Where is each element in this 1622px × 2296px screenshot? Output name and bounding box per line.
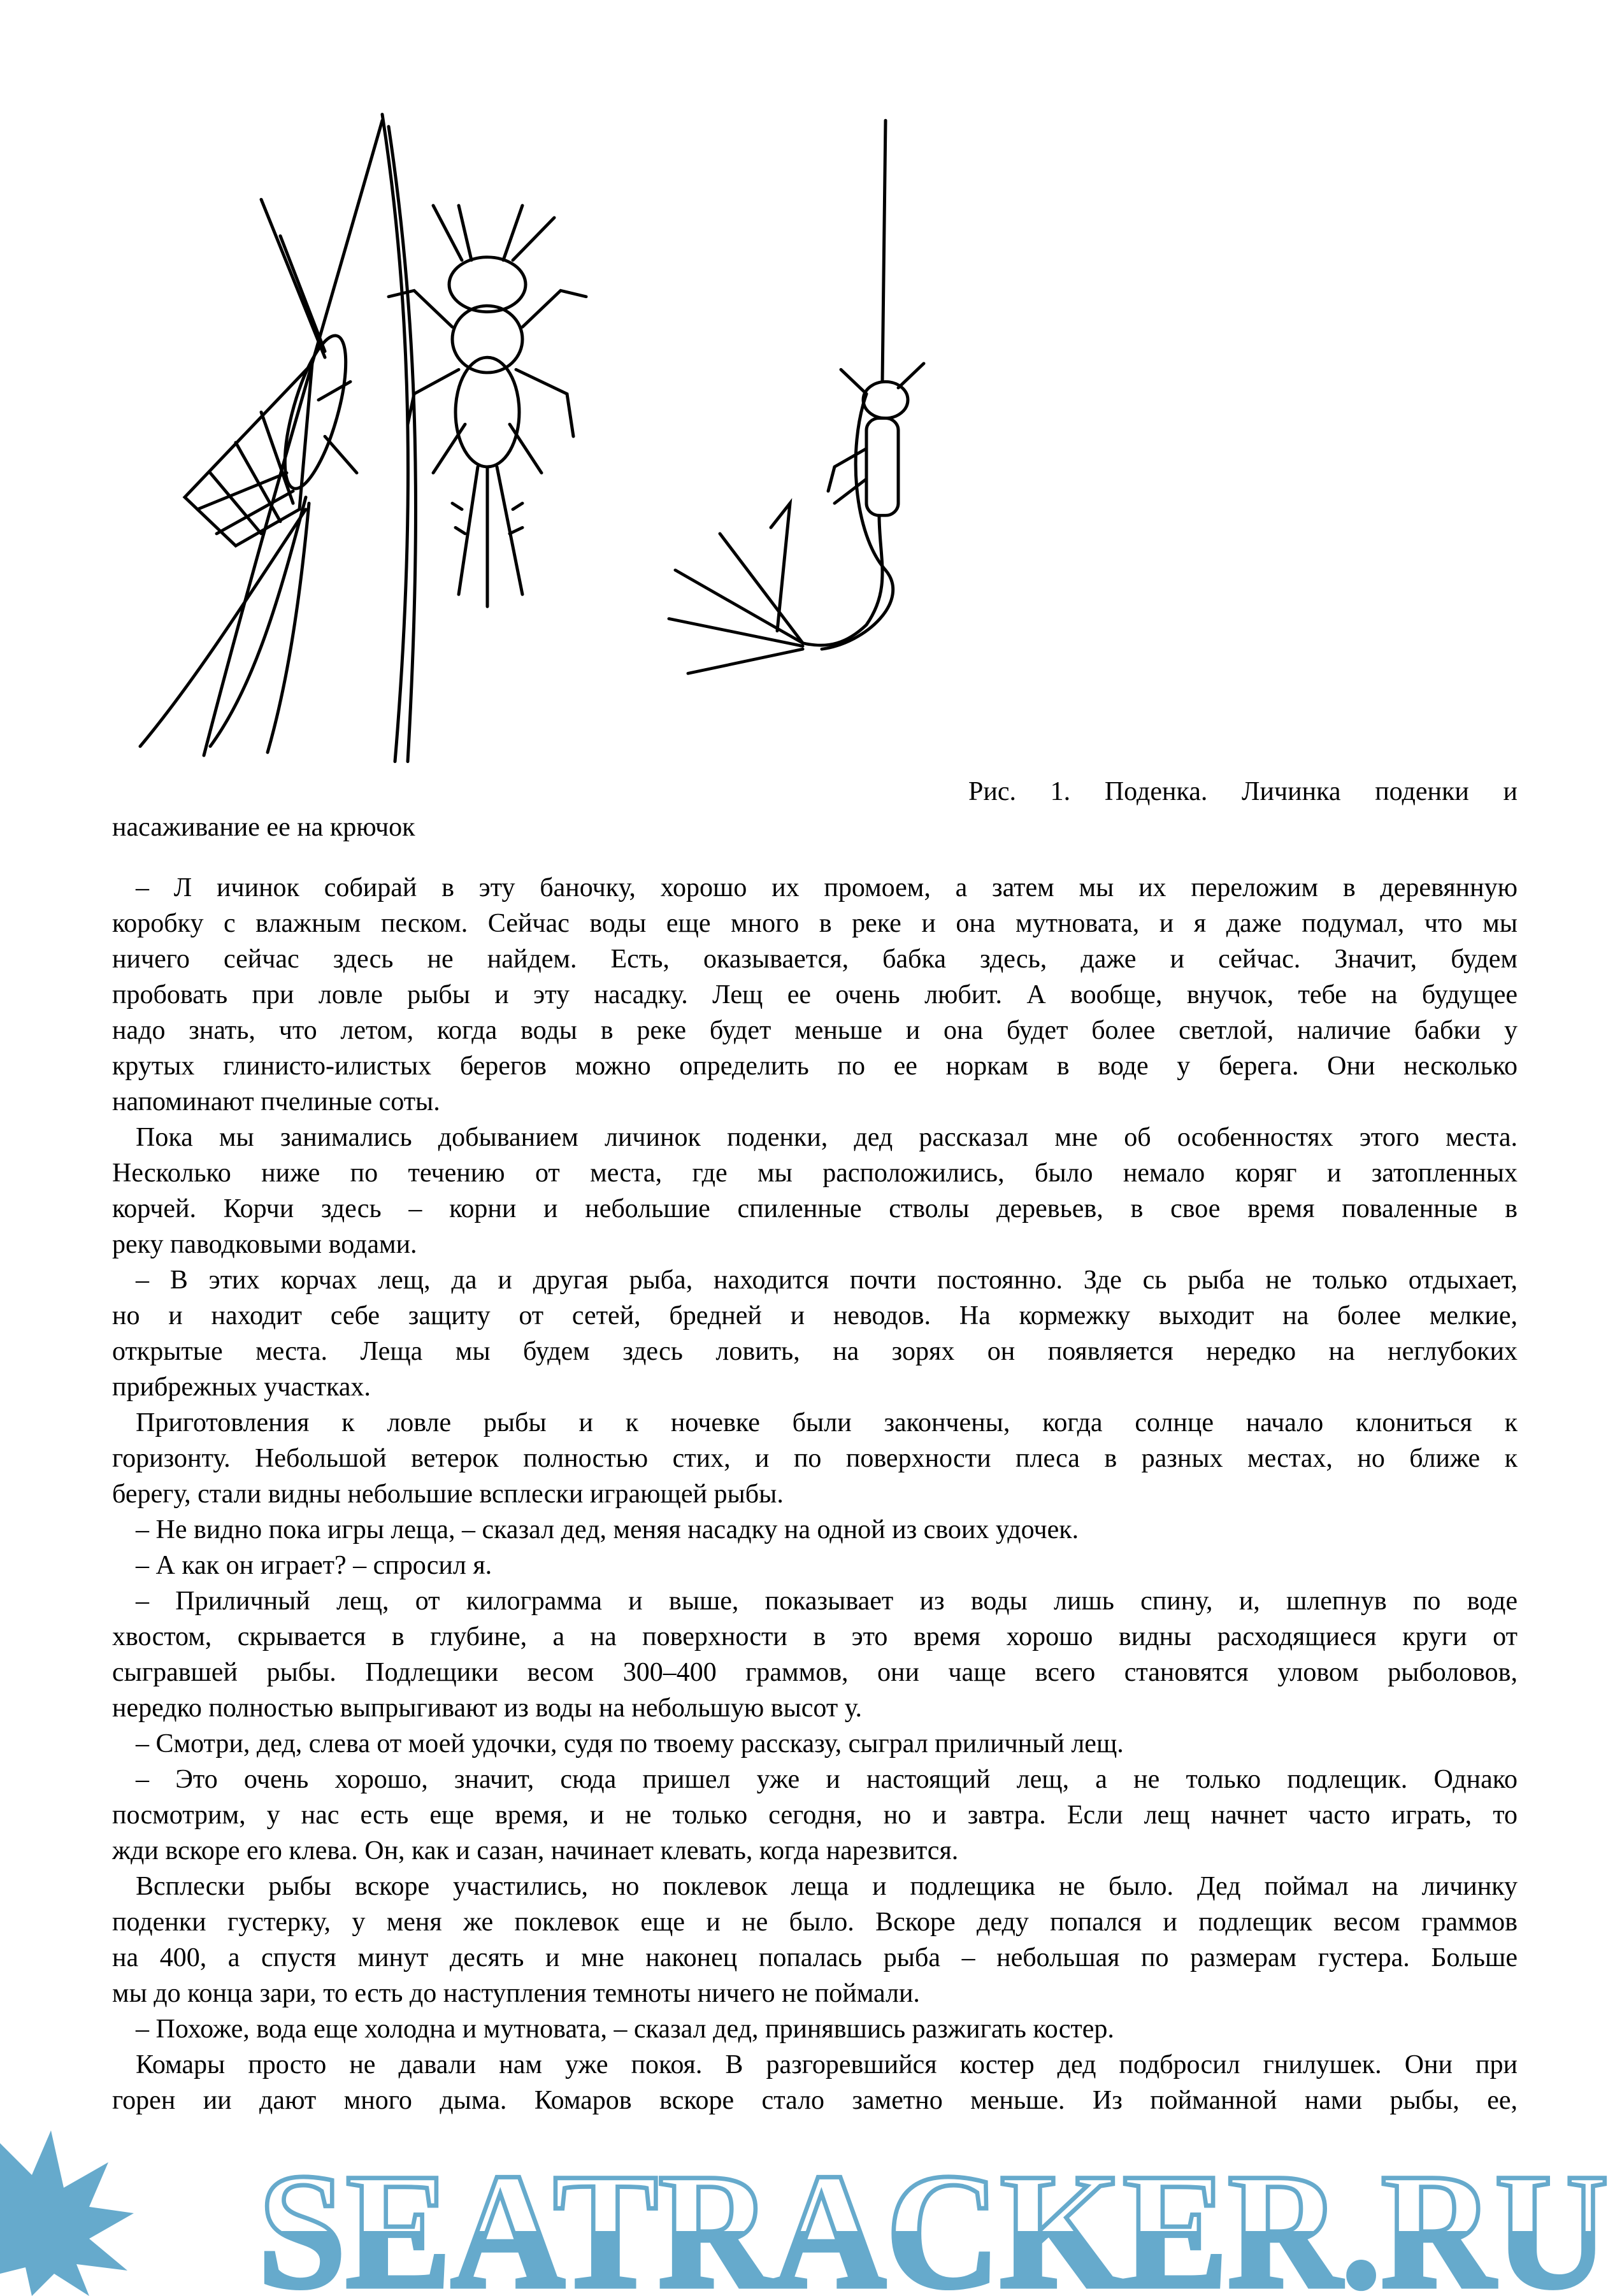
- text-line: нередко полностью выпрыгивают из воды на небольшую высот у.: [112, 1693, 862, 1723]
- text-line: коробку с влажным песком. Сейчас воды еще много в реке и она мутновата, и я даже подумал, что мы: [112, 909, 1518, 938]
- larva-on-hook-drawing: [669, 120, 924, 673]
- text-line: жди вскоре его клева. Он, как и сазан, начинает клевать, когда нарезвится.: [112, 1836, 959, 1865]
- text-line: прибрежных участках.: [112, 1373, 371, 1402]
- text-line: берегу, стали видны небольшие всплески играющей рыбы.: [112, 1480, 784, 1509]
- figure-caption-line1: Рис. 1. Поденка. Личинка поденки и: [968, 777, 1518, 806]
- text-line: – Приличный лещ, от килограмма и выше, показывает из воды лишь спину, и, шлепнув по воде: [136, 1587, 1518, 1616]
- story-text: [112, 870, 1518, 2118]
- text-line: но и находит себе защиту от сетей, бредней и неводов. На кормежку выходит на более мелкие,: [112, 1301, 1518, 1330]
- text-line: хвостом, скрывается в глубине, а на поверхности в это время хорошо видны расходящиеся круги от: [112, 1622, 1518, 1651]
- starburst-icon: [0, 2130, 134, 2296]
- text-line: – Не видно пока игры леща, – сказал дед, меняя насадку на одной из своих удочек.: [136, 1515, 1079, 1544]
- figure-caption-line2: насаживание ее на крючок: [112, 813, 415, 842]
- text-line: надо знать, что летом, когда воды в реке будет меньше и она будет более светлой, наличие бабки у: [112, 1016, 1518, 1045]
- text-line: Комары просто не давали нам уже покоя. В разгоревшийся костер дед подбросил гнилушек. Они при: [136, 2050, 1518, 2079]
- text-line: открытые места. Леща мы будем здесь ловить, на зорях он появляется нередко на неглубоких: [112, 1337, 1518, 1366]
- text-line: Всплески рыбы вскоре участились, но поклевок леща и подлещика не было. Дед поймал на личинку: [136, 1872, 1518, 1901]
- text-line: горизонту. Небольшой ветерок полностью стих, и по поверхности плеса в разных местах, но ближе к: [112, 1444, 1518, 1473]
- text-line: – В этих корчах лещ, да и другая рыба, находится почти постоянно. Зде сь рыба не только отдыхает,: [136, 1266, 1518, 1295]
- text-line: мы до конца зари, то есть до наступления темноты ничего не поймали.: [112, 1979, 920, 2008]
- seatracker-watermark: [0, 2130, 1622, 2296]
- watermark-text: SEATRACKER.RU: [258, 2139, 1609, 2296]
- text-line: – А как он играет? – спросил я.: [136, 1551, 492, 1580]
- text-line: горен ии дают много дыма. Комаров вскоре стало заметно меньше. Из пойманной нами рыбы, ее,: [112, 2086, 1518, 2115]
- text-line: – Похоже, вода еще холодна и мутновата, – сказал дед, принявшись разжигать костер.: [136, 2014, 1114, 2044]
- text-line: – Л ичинок собирай в эту баночку, хорошо их промоем, а затем мы их переложим в деревянную: [136, 873, 1518, 902]
- text-line: напоминают пчелиные соты.: [112, 1087, 440, 1116]
- text-line: ничего сейчас здесь не найдем. Есть, оказывается, бабка здесь, даже и сейчас. Значит, будем: [112, 945, 1518, 974]
- text-line: пробовать при ловле рыбы и эту насадку. Лещ ее очень любит. А вообще, внучок, тебе на будущее: [112, 980, 1518, 1009]
- mayfly-illustration: [115, 108, 956, 771]
- text-line: Несколько ниже по течению от места, где мы расположились, было немало коряг и затопленных: [112, 1159, 1518, 1188]
- larva-drawing: [389, 206, 586, 607]
- text-line: на 400, а спустя минут десять и мне наконец попалась рыба – небольшая по размерам густера. Больше: [112, 1943, 1518, 1972]
- text-line: – Это очень хорошо, значит, сюда пришел уже и настоящий лещ, а не только подлещик. Однако: [136, 1765, 1518, 1794]
- text-line: посмотрим, у нас есть еще время, и не только сегодня, но и завтра. Если лещ начнет часто играть, то: [112, 1800, 1518, 1830]
- text-line: – Смотри, дед, слева от моей удочки, судя по твоему рассказу, сыграл приличный лещ.: [136, 1729, 1124, 1758]
- adult-mayfly-drawing: [140, 115, 415, 762]
- text-line: крутых глинисто-илистых берегов можно определить по ее норкам в воде у берега. Они несколько: [112, 1052, 1518, 1081]
- text-line: Пока мы занимались добыванием личинок поденки, дед рассказал мне об особенностях этого места.: [136, 1123, 1518, 1152]
- text-line: сыгравшей рыбы. Подлещики весом 300–400 граммов, они чаще всего становятся уловом рыболовов,: [112, 1658, 1518, 1687]
- text-line: корчей. Корчи здесь – корни и небольшие спиленные стволы деревьев, в свое время поваленные в: [112, 1194, 1518, 1223]
- text-line: реку паводковыми водами.: [112, 1230, 417, 1259]
- text-line: Приготовления к ловле рыбы и к ночевке были закончены, когда солнце начало клониться к: [136, 1408, 1518, 1437]
- text-line: поденки густерку, у меня же поклевок еще и не было. Вскоре деду попался и подлещик весом граммов: [112, 1907, 1518, 1937]
